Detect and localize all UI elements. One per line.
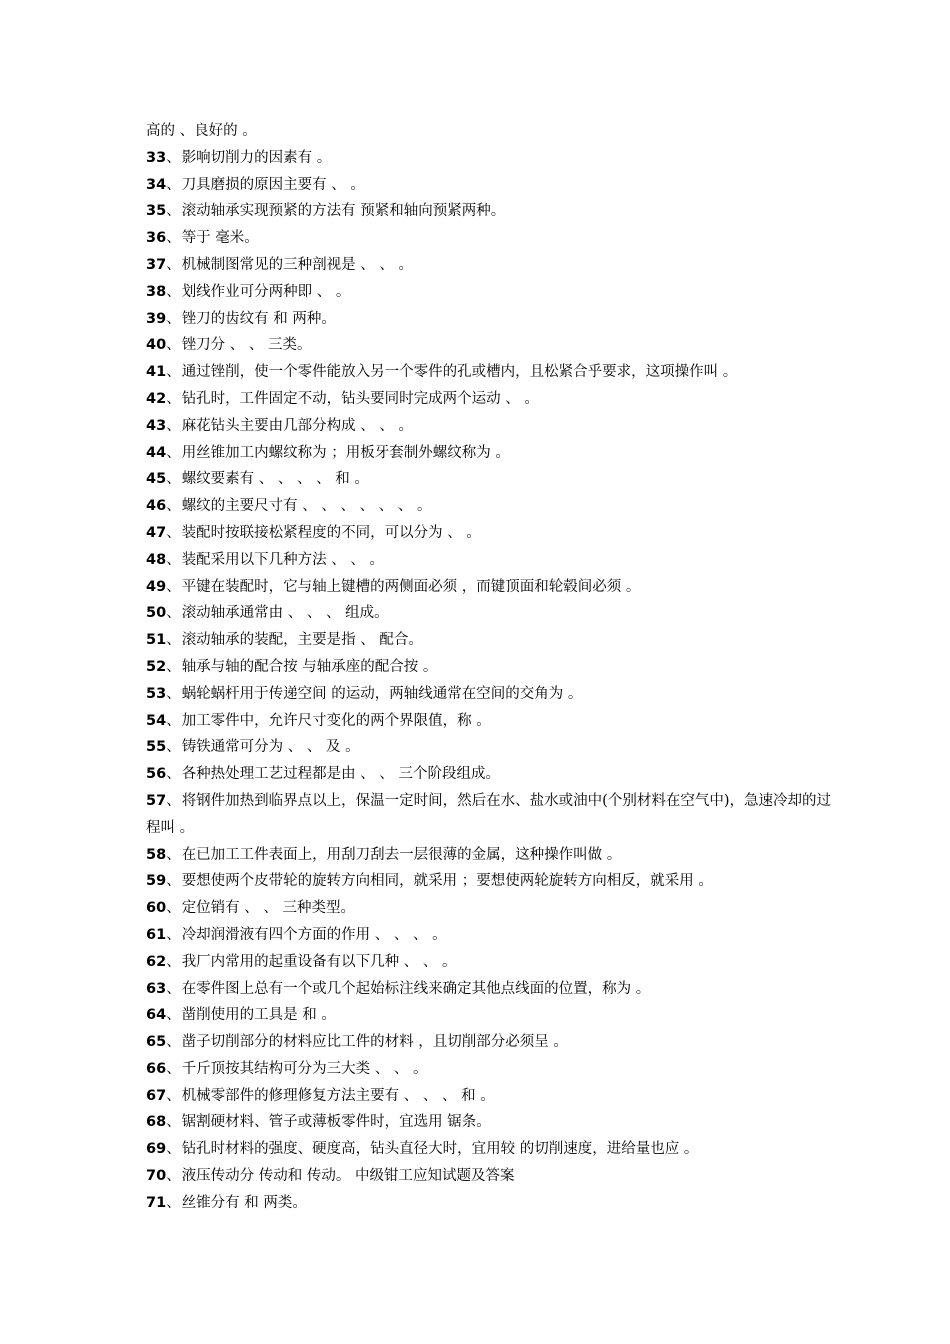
question-text: 滚动轴承通常由 、 、 、 组成。 <box>181 605 389 622</box>
question-number: 49 <box>146 578 167 595</box>
question-text: 影响切削力的因素有 。 <box>181 149 332 166</box>
question-text: 锯割硬材料、管子或薄板零件时，宜选用 锯条。 <box>181 1114 491 1131</box>
question-text: 螺纹的主要尺寸有 、 、 、 、 、 、 。 <box>181 498 432 515</box>
question-63: 63、在零件图上总有一个或几个起始标注线来确定其他点线面的位置，称为 。 <box>146 980 651 997</box>
question-text: 划线作业可分两种即 、 。 <box>181 283 351 300</box>
question-text: 钻孔时材料的强度、硬度高，钻头直径大时，宜用较 的切削速度，进给量也应 。 <box>181 1141 699 1158</box>
question-60: 60、定位销有 、 、 三种类型。 <box>146 900 356 917</box>
question-66: 66、千斤顶按其结构可分为三大类 、 、 。 <box>146 1060 428 1077</box>
question-69: 69、钻孔时材料的强度、硬度高，钻头直径大时，宜用较 的切削速度，进给量也应 。 <box>146 1141 699 1158</box>
question-number: 43 <box>146 417 167 434</box>
question-54: 54、加工零件中，允许尺寸变化的两个界限值，称 。 <box>146 712 491 729</box>
question-number: 55 <box>146 739 167 756</box>
question-number: 51 <box>146 632 167 649</box>
question-number: 71 <box>146 1194 167 1211</box>
question-50: 50、滚动轴承通常由 、 、 、 组成。 <box>146 605 389 622</box>
question-text: 各种热处理工艺过程都是由 、 、 三个阶段组成。 <box>181 766 501 783</box>
question-36: 36、等于 毫米。 <box>146 230 259 247</box>
question-number: 48 <box>146 551 167 568</box>
question-text: 加工零件中，允许尺寸变化的两个界限值，称 。 <box>181 712 491 729</box>
question-number: 64 <box>146 1007 167 1024</box>
question-text: 机械零部件的修理修复方法主要有 、 、 、 和 。 <box>181 1087 495 1104</box>
question-71: 71、丝锥分有 和 两类。 <box>146 1194 307 1211</box>
question-39: 39、锉刀的齿纹有 和 两种。 <box>146 310 336 327</box>
question-number: 57 <box>146 792 167 809</box>
question-42: 42、钻孔时，工件固定不动，钻头要同时完成两个运动 、 。 <box>146 390 539 407</box>
question-text: 螺纹要素有 、 、 、 、 和 。 <box>181 471 369 488</box>
question-number: 41 <box>146 364 167 381</box>
question-text: 滚动轴承实现预紧的方法有 预紧和轴向预紧两种。 <box>181 203 506 220</box>
question-number: 47 <box>146 524 167 541</box>
question-53: 53、蜗轮蜗杆用于传递空间 的运动，两轴线通常在空间的交角为 。 <box>146 685 583 702</box>
question-number: 53 <box>146 685 167 702</box>
question-text: 锉刀分 、 、 三类。 <box>181 337 312 354</box>
question-text: 钻孔时，工件固定不动，钻头要同时完成两个运动 、 。 <box>181 390 539 407</box>
question-text: 平键在装配时，它与轴上键槽的两侧面必须 ，而键顶面和轮毂间必须 。 <box>181 578 641 595</box>
question-text: 丝锥分有 和 两类。 <box>181 1194 307 1211</box>
question-38: 38、划线作业可分两种即 、 。 <box>146 283 351 300</box>
question-61: 61、冷却润滑液有四个方面的作用 、 、 、 。 <box>146 926 447 943</box>
question-51: 51、滚动轴承的装配，主要是指 、 配合。 <box>146 632 423 649</box>
lead-text: 高的 、良好的 。 <box>146 123 257 139</box>
question-number: 39 <box>146 310 167 327</box>
question-text: 冷却润滑液有四个方面的作用 、 、 、 。 <box>181 926 447 943</box>
question-number: 38 <box>146 283 167 300</box>
question-52: 52、轴承与轴的配合按 与轴承座的配合按 。 <box>146 658 438 675</box>
question-text: 液压传动分 传动和 传动。 中级钳工应知试题及答案 <box>181 1168 515 1185</box>
question-65: 65、凿子切削部分的材料应比工件的材料 ，且切削部分必须呈 。 <box>146 1034 568 1051</box>
question-number: 54 <box>146 712 167 729</box>
question-number: 59 <box>146 873 167 890</box>
question-number: 67 <box>146 1087 167 1104</box>
question-text: 装配时按联接松紧程度的不同，可以分为 、 。 <box>181 524 481 541</box>
question-text: 用丝锥加工内螺纹称为 ；用板牙套制外螺纹称为 。 <box>181 444 510 461</box>
question-number: 40 <box>146 337 167 354</box>
question-text: 在已加工工件表面上，用刮刀刮去一层很薄的金属，这种操作叫做 。 <box>181 846 622 863</box>
question-68: 68、锯割硬材料、管子或薄板零件时，宜选用 锯条。 <box>146 1114 491 1131</box>
question-48: 48、装配采用以下几种方法 、 、 。 <box>146 551 385 568</box>
question-text: 要想使两个皮带轮的旋转方向相同，就采用 ；要想使两轮旋转方向相反，就采用 。 <box>181 873 713 890</box>
question-40: 40、锉刀分 、 、 三类。 <box>146 337 312 354</box>
question-44: 44、用丝锥加工内螺纹称为 ；用板牙套制外螺纹称为 。 <box>146 444 510 461</box>
question-67: 67、机械零部件的修理修复方法主要有 、 、 、 和 。 <box>146 1087 495 1104</box>
question-text: 机械制图常见的三种剖视是 、 、 。 <box>181 256 414 273</box>
question-56: 56、各种热处理工艺过程都是由 、 、 三个阶段组成。 <box>146 766 501 783</box>
question-number: 42 <box>146 390 167 407</box>
question-number: 66 <box>146 1060 167 1077</box>
question-46: 46、螺纹的主要尺寸有 、 、 、 、 、 、 。 <box>146 498 432 515</box>
question-text: 刀具磨损的原因主要有 、 。 <box>181 176 365 193</box>
question-number: 60 <box>146 900 167 917</box>
question-number: 61 <box>146 926 167 943</box>
question-text: 凿子切削部分的材料应比工件的材料 ，且切削部分必须呈 。 <box>181 1034 568 1051</box>
question-number: 35 <box>146 203 167 220</box>
question-45: 45、螺纹要素有 、 、 、 、 和 。 <box>146 471 369 488</box>
question-43: 43、麻花钻头主要由几部分构成 、 、 。 <box>146 417 414 434</box>
question-text: 在零件图上总有一个或几个起始标注线来确定其他点线面的位置，称为 。 <box>181 980 651 997</box>
question-33: 33、影响切削力的因素有 。 <box>146 149 332 166</box>
question-number: 63 <box>146 980 167 997</box>
question-number: 52 <box>146 658 167 675</box>
question-text: 通过锉削，使一个零件能放入另一个零件的孔或槽内，且松紧合乎要求，这项操作叫 。 <box>181 364 738 381</box>
question-text: 蜗轮蜗杆用于传递空间 的运动，两轴线通常在空间的交角为 。 <box>181 685 583 702</box>
question-59: 59、要想使两个皮带轮的旋转方向相同，就采用 ；要想使两轮旋转方向相反，就采用 。 <box>146 873 713 890</box>
question-34: 34、刀具磨损的原因主要有 、 。 <box>146 176 365 193</box>
question-number: 44 <box>146 444 167 461</box>
question-55: 55、铸铁通常可分为 、 、 及 。 <box>146 739 360 756</box>
question-text: 千斤顶按其结构可分为三大类 、 、 。 <box>181 1060 428 1077</box>
question-number: 56 <box>146 766 167 783</box>
question-number: 34 <box>146 176 167 193</box>
question-text: 凿削使用的工具是 和 。 <box>181 1007 336 1024</box>
question-text: 轴承与轴的配合按 与轴承座的配合按 。 <box>181 658 438 675</box>
question-text: 麻花钻头主要由几部分构成 、 、 。 <box>181 417 414 434</box>
question-58: 58、在已加工工件表面上，用刮刀刮去一层很薄的金属，这种操作叫做 。 <box>146 846 622 863</box>
question-49: 49、平键在装配时，它与轴上键槽的两侧面必须 ，而键顶面和轮毂间必须 。 <box>146 578 641 595</box>
question-64: 64、凿削使用的工具是 和 。 <box>146 1007 336 1024</box>
question-37: 37、机械制图常见的三种剖视是 、 、 。 <box>146 256 414 273</box>
question-number: 50 <box>146 605 167 622</box>
question-number: 68 <box>146 1114 167 1131</box>
question-text: 将钢件加热到临界点以上，保温一定时间，然后在水、盐水或油中(个别材料在空气中)，急速冷却的过程叫 。 <box>146 792 831 836</box>
question-number: 46 <box>146 498 167 515</box>
question-41: 41、通过锉削，使一个零件能放入另一个零件的孔或槽内，且松紧合乎要求，这项操作叫 。 <box>146 364 738 381</box>
question-number: 65 <box>146 1034 167 1051</box>
question-57: 57、将钢件加热到临界点以上，保温一定时间，然后在水、盐水或油中(个别材料在空气中)，急速冷却的过程叫 。 <box>146 792 831 836</box>
question-number: 36 <box>146 230 167 247</box>
question-text: 滚动轴承的装配，主要是指 、 配合。 <box>181 632 423 649</box>
question-number: 62 <box>146 953 167 970</box>
question-text: 我厂内常用的起重设备有以下几种 、 、 。 <box>181 953 457 970</box>
question-number: 33 <box>146 149 167 166</box>
question-number: 58 <box>146 846 167 863</box>
document-body <box>146 118 836 1217</box>
question-35: 35、滚动轴承实现预紧的方法有 预紧和轴向预紧两种。 <box>146 203 506 220</box>
question-number: 69 <box>146 1141 167 1158</box>
question-62: 62、我厂内常用的起重设备有以下几种 、 、 。 <box>146 953 457 970</box>
question-text: 锉刀的齿纹有 和 两种。 <box>181 310 336 327</box>
question-number: 70 <box>146 1168 167 1185</box>
question-text: 等于 毫米。 <box>181 230 259 247</box>
question-text: 铸铁通常可分为 、 、 及 。 <box>181 739 360 756</box>
question-number: 37 <box>146 256 167 273</box>
question-number: 45 <box>146 471 167 488</box>
question-70: 70、液压传动分 传动和 传动。 中级钳工应知试题及答案 <box>146 1168 515 1185</box>
question-text: 定位销有 、 、 三种类型。 <box>181 900 356 917</box>
question-47: 47、装配时按联接松紧程度的不同，可以分为 、 。 <box>146 524 481 541</box>
question-text: 装配采用以下几种方法 、 、 。 <box>181 551 385 568</box>
